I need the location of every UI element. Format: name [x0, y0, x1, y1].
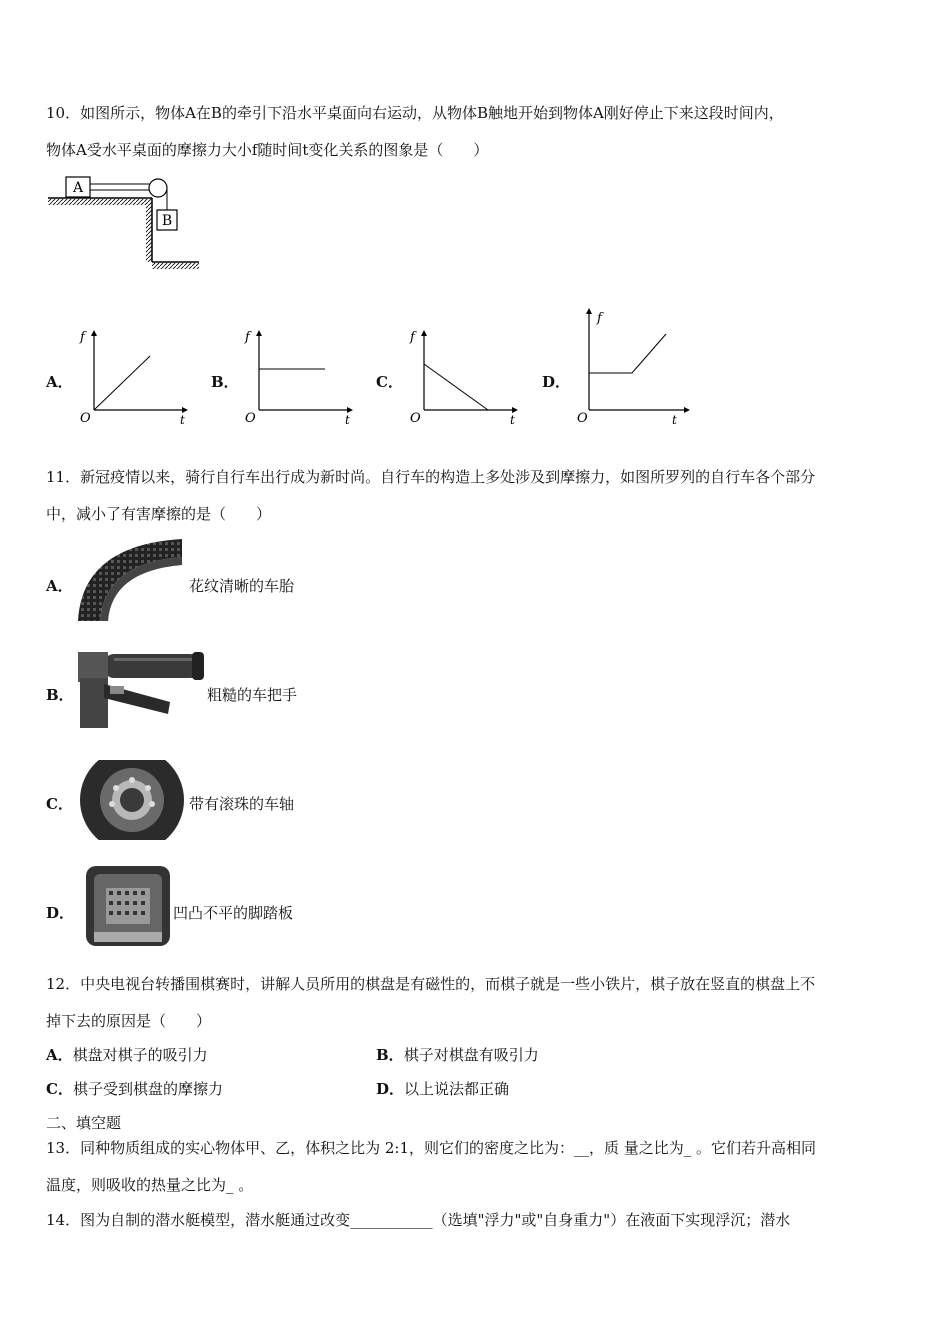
q11-option-b-text: 粗糙的车把手 [207, 686, 298, 704]
graph-a-x-label: t [180, 413, 185, 427]
graph-d-line [589, 334, 666, 373]
q10-option-b-label: B． [211, 373, 239, 391]
q11-option-d-text: 凹凸不平的脚踏板 [173, 904, 294, 922]
q10-graph-a [72, 324, 192, 428]
q10-graph-d [570, 304, 695, 428]
q12-option-a [46, 1044, 208, 1065]
q10-graph-b [237, 324, 357, 428]
q12-option-c [46, 1078, 223, 1099]
q12-option-b-text: 棋子对棋盘有吸引力 [403, 1046, 539, 1064]
q11-line2: 中，减小了有害摩擦的是（ ） [46, 505, 272, 523]
section-title: 二、填空题 [46, 1114, 122, 1132]
graph-c-y-label: f [410, 330, 415, 345]
q13-line1: 13．同种物质组成的实心物体甲、乙，体积之比为 2:1，则它们的密度之比为：__，质 量之比为_ 。它们若升高相同 [46, 1139, 817, 1157]
graph-c-x-label: t [510, 413, 515, 427]
q11-option-c-text: 带有滚珠的车轴 [189, 795, 295, 813]
q11-option-c-label: C． [46, 795, 73, 813]
graph-b-y-label: f [245, 330, 250, 345]
graph-a-line [94, 356, 150, 410]
graph-a-origin: O [80, 411, 91, 426]
graph-b-origin: O [245, 411, 256, 426]
q12-line1: 12．中央电视台转播围棋赛时，讲解人员所用的棋盘是有磁性的，而棋子就是一些小铁片，棋子放在竖直的棋盘上不 [46, 975, 816, 993]
q10-line2: 物体A受水平桌面的摩擦力大小f随时间t变化关系的图象是（ ） [46, 141, 489, 159]
q11-option-a-text: 花纹清晰的车胎 [189, 577, 295, 595]
q12-option-d-text: 以上说法都正确 [404, 1080, 510, 1098]
q12-option-a-label: A． [46, 1046, 73, 1064]
q12-line2: 掉下去的原因是（ ） [46, 1012, 212, 1030]
q10-option-a-label: A． [46, 373, 73, 391]
q14-line1: 14．图为自制的潜水艇模型，潜水艇通过改变___________（选填"浮力"或"自身重力"）在液面下实现浮沉；潜水 [46, 1211, 791, 1229]
tire-image [74, 535, 186, 621]
q12-option-d-label: D． [376, 1080, 405, 1098]
q12-option-c-text: 棋子受到棋盘的摩擦力 [72, 1080, 223, 1098]
q10-line1: 10．如图所示，物体A在B的牵引下沿水平桌面向右运动，从物体B触地开始到物体A刚好停止下来这段时间内， [46, 104, 784, 122]
graph-d-y-label: f [597, 311, 602, 326]
q12-option-a-text: 棋盘对棋子的吸引力 [72, 1046, 208, 1064]
pulley-diagram [44, 170, 209, 270]
q11-option-b-label: B． [46, 686, 74, 704]
q11-option-d-label: D． [46, 904, 75, 922]
graph-b-x-label: t [345, 413, 350, 427]
block-a-label: A [72, 180, 84, 196]
q10-option-c-label: C． [376, 373, 403, 391]
q11-line1: 11．新冠疫情以来，骑行自行车出行成为新时尚。自行车的构造上多处涉及到摩擦力，如图所罗列的自行车各个部分 [46, 468, 816, 486]
block-b-label: B [161, 213, 173, 229]
handlebar-image [74, 648, 206, 732]
q10-option-d-label: D． [542, 373, 571, 391]
graph-d-x-label: t [672, 413, 677, 427]
q12-option-b [376, 1044, 539, 1065]
q12-option-c-label: C． [46, 1080, 73, 1098]
graph-c-origin: O [410, 411, 421, 426]
q12-option-d [376, 1078, 509, 1099]
q11-option-a-label: A． [46, 577, 73, 595]
graph-a-y-label: f [80, 330, 85, 345]
q12-option-b-label: B． [376, 1046, 404, 1064]
q13-line2: 温度，则吸收的热量之比为_ 。 [46, 1176, 254, 1194]
graph-c-line [424, 364, 488, 410]
graph-d-origin: O [577, 411, 588, 426]
pulley [149, 179, 167, 197]
q10-graph-c [402, 324, 522, 428]
axle-image [76, 754, 184, 840]
pedal-image [84, 862, 172, 948]
